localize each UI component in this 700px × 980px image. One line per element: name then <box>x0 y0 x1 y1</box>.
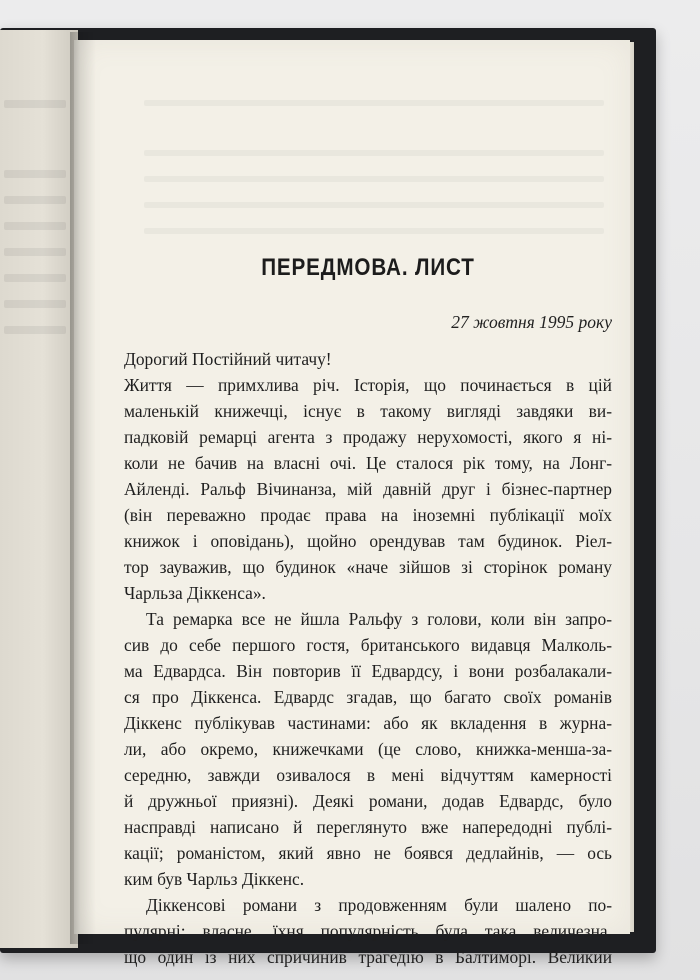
letter-date: 27 жовтня 1995 року <box>451 312 612 332</box>
text-line: ким був Чарльз Діккенс. <box>124 869 305 889</box>
text-line: книжок і оповідань), щойно орендував там будинок. Ріел- <box>124 531 612 551</box>
left-page-ghost-text <box>4 222 66 230</box>
chapter-title: ПЕРЕДМОВА. ЛИСТ <box>261 254 475 281</box>
text-line: тор зауважив, що будинок «наче зійшов зі сторінок роману <box>124 557 612 577</box>
text-line: ма Едвардса. Він повторив її Едвардсу, і вони розбалакали- <box>124 661 612 681</box>
left-page-ghost-text <box>4 326 66 334</box>
text-line: (він переважно продає права на іноземні публікації моїх <box>124 505 612 525</box>
text-line: пулярні; власне, їхня популярність була така величезна, <box>124 921 612 941</box>
text-line: Дорогий Постійний читачу! <box>124 349 332 369</box>
bleed-through-text <box>144 150 604 156</box>
text-line: коли не бачив на власні очі. Це сталося рік тому, на Лонг- <box>124 453 612 473</box>
text-line: насправді написано й переглянуто вже напередодні публі- <box>124 817 612 837</box>
book-gutter-shadow <box>70 32 96 944</box>
left-page-ghost-text <box>4 248 66 256</box>
text-line: ся про Діккенса. Едвардс згадав, що багато своїх романів <box>124 687 612 707</box>
bleed-through-text <box>144 228 604 234</box>
text-line: що один із них спричинив трагедію в Балтиморі. Великий <box>124 947 612 967</box>
text-line: Та ремарка все не йшла Ральфу з голови, коли він запро- <box>146 609 612 629</box>
text-line: середню, завжди озивалося в мені відчуттям камерності <box>124 765 612 785</box>
bleed-through-text <box>144 176 604 182</box>
bleed-through-text <box>144 202 604 208</box>
text-line: Діккенс публікував частинами: або як вкладення в журна- <box>124 713 612 733</box>
text-line: Чарльза Діккенса». <box>124 583 266 603</box>
left-page-ghost-text <box>4 300 66 308</box>
text-line: ли, або окремо, книжечками (це слово, книжка-менша-за- <box>124 739 612 759</box>
text-line: Айленді. Ральф Вічинанза, мій давній друг і бізнес-партнер <box>124 479 612 499</box>
text-line: маленькій книжечці, існує в такому вигляді завдяки ви- <box>124 401 612 421</box>
text-line: й дружньої приязні). Деякі романи, додав Едвардс, було <box>124 791 612 811</box>
text-line: падковій ремарці агента з продажу нерухомості, якого я ні- <box>124 427 612 447</box>
text-line: кації; романістом, який явно не боявся дедлайнів, — ось <box>124 843 612 863</box>
text-line: Діккенсові романи з продовженням були шалено по- <box>146 895 612 915</box>
left-page-ghost-text <box>4 100 66 108</box>
bleed-through-text <box>144 100 604 106</box>
left-page-edge <box>0 30 78 948</box>
left-page-ghost-text <box>4 170 66 178</box>
left-page-ghost-text <box>4 274 66 282</box>
left-page-ghost-text <box>4 196 66 204</box>
text-line: Життя — примхлива річ. Історія, що починається в цій <box>124 375 612 395</box>
text-line: сив до себе першого гостя, британського видавця Малколь- <box>124 635 612 655</box>
right-page <box>74 40 630 967</box>
